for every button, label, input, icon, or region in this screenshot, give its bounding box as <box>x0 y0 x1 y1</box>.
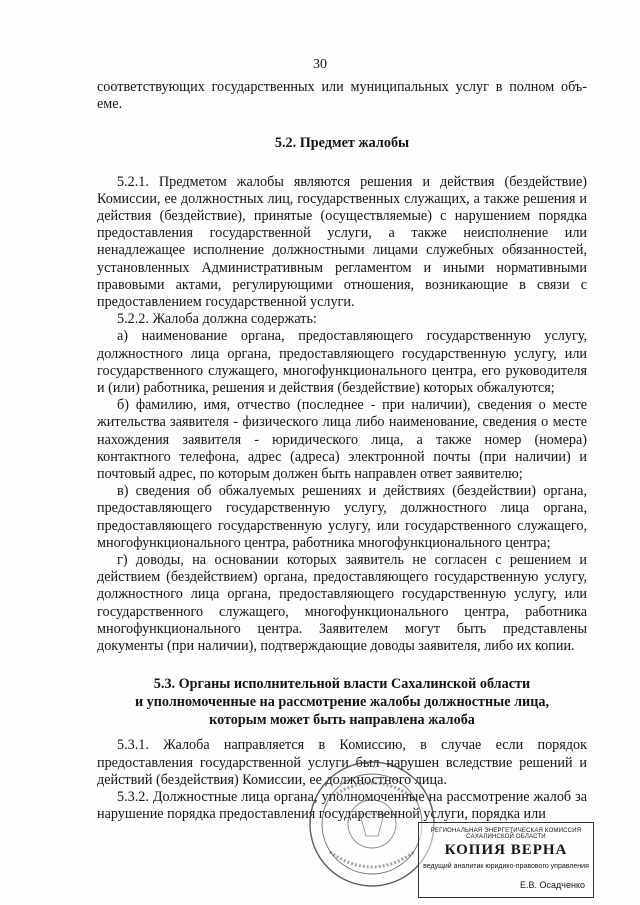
paragraph-5-3-2: 5.3.2. Должностные лица органа, уполномоченные на рассмотрение жалоб за нарушение порядка предоставления государственной услуги, порядка или <box>97 788 587 823</box>
copy-certified-stamp <box>418 822 594 898</box>
list-item-c: в) сведения об обжалуемых решениях и действиях (бездействии) органа, предоставляющего государственную услугу, должностного лица органа, предоставляющего государственную услугу, или государственного служащего, многофункционального центра, работника многофункционального центра; <box>97 483 587 551</box>
list-item-a: а) наименование органа, предоставляющего государственную услугу, должностного лица органа, предоставляющего государственную услугу, или государственного служащего, многофункционального центра, его руководителя и (или) работника, решения и действия (бездействие) которых обжалуются; <box>97 328 587 397</box>
page-number: 30 <box>313 57 327 72</box>
paragraph-5-3-1: 5.3.1. Жалоба направляется в Комиссию, в случае если порядок предоставления государственной услуги был нарушен вследствие решений и действий (бездействия) Комиссии, ее должностного лица. <box>97 737 587 788</box>
list-item-d: г) доводы, на основании которых заявитель не согласен с решением и действием (бездействием) органа, предоставляющего государственную услугу, должностного лица органа, предоставляющего государственную услугу, или государственного служащего, многофункционального центра, работника многофункционального центра. Заявителем могут быть представлены документы (при наличии), подтверждающие доводы заявителя, либо их копии. <box>97 552 587 655</box>
section-5-3-heading-line3: которым может быть направлена жалоба <box>209 712 475 729</box>
section-5-2-heading: 5.2. Предмет жалобы <box>274 135 410 152</box>
list-item-b: б) фамилию, имя, отчество (последнее - при наличии), сведения о месте жительства заявителя - физического лица либо наименование, сведения о месте нахождения заявителя - юридического лица, а также номер (номера) контактного телефона, адрес (адреса) электронной почты (при наличии) и почтовый адрес, по которым должен быть направлен ответ заявителю; <box>97 397 587 483</box>
section-5-3-heading-line1: 5.3. Органы исполнительной власти Сахалинской области <box>153 676 531 693</box>
section-5-3-heading-line2: и уполномоченные на рассмотрение жалобы должностные лица, <box>134 694 550 711</box>
stamp-signatory: Е.В. Осадченко <box>520 880 585 890</box>
continuation-paragraph: соответствующих государственных или муниципальных услуг в полном объ-еме. <box>97 79 587 113</box>
stamp-organization: РЕГИОНАЛЬНАЯ ЭНЕРГЕТИЧЕСКАЯ КОМИССИЯ САХАЛИНСКОЙ ОБЛАСТИ <box>430 828 582 840</box>
paragraph-5-2-2: 5.2.2. Жалоба должна содержать: <box>117 311 317 328</box>
document-body <box>97 79 587 823</box>
section-5-3-heading <box>97 675 587 729</box>
stamp-title: КОПИЯ ВЕРНА <box>444 842 568 858</box>
paragraph-5-2-1: 5.2.1. Предметом жалобы являются решения и действия (бездействие) Комиссии, ее должностных лиц, государственных служащих, а также решения и действия (бездействие), принятые (осуществляемые) с нарушением порядка предоставления государственной услуги, а также неисполнение или ненадлежащее исполнение должностными лицами служебных обязанностей, установленных Административным регламентом и иными нормативными правовыми актами, регулирующими отношения, возникающие в связи с предоставлением государственной услуги. <box>97 173 587 311</box>
stamp-position: ведущий аналитик юридико-правового управления <box>423 863 589 870</box>
